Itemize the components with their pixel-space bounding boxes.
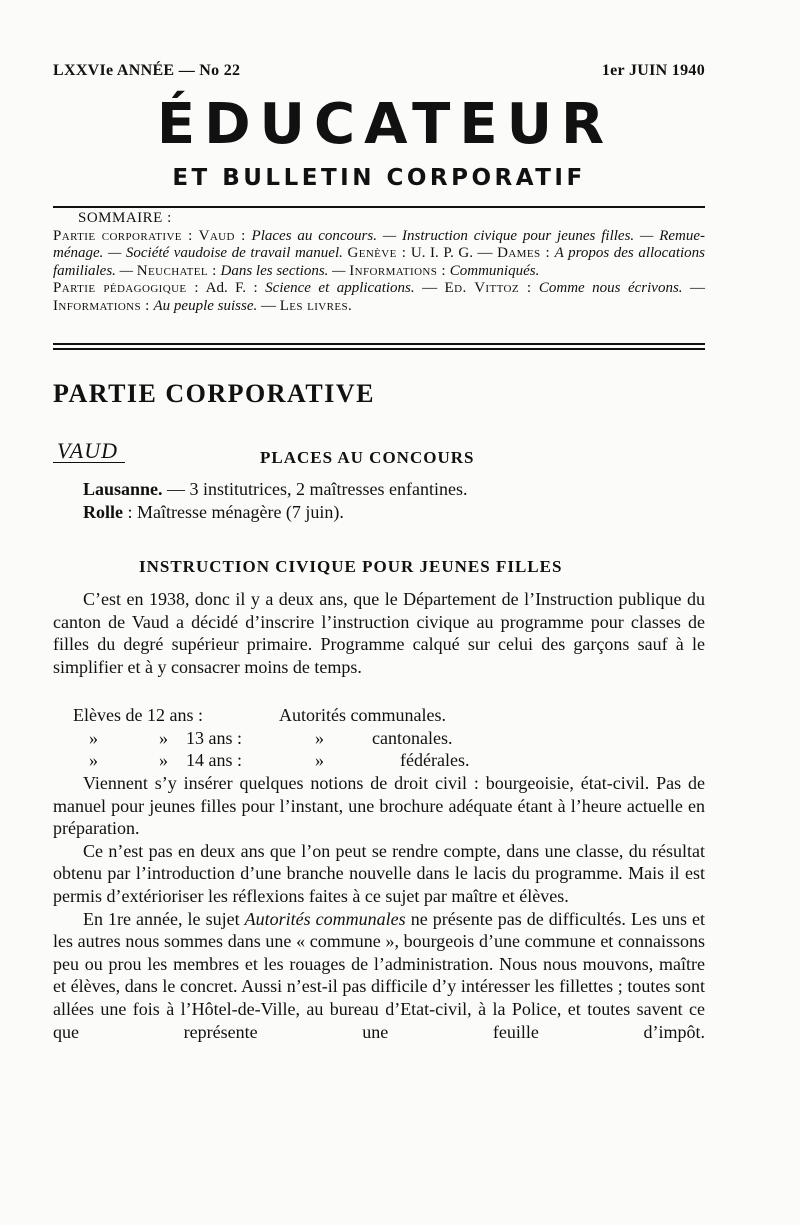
issue-header — [53, 62, 705, 84]
article-body — [53, 588, 705, 678]
journal-subtitle: ET BULLETIN CORPORATIF — [172, 165, 586, 191]
paragraph: Ce n’est pas en deux ans que l’on peut se rendre compte, dans une classe, du résultat obtenu par l’introduction d’une branche nouvelle dans le lacis du programme. Mais il est permis d’extérioriser les réflexions faites à ce sujet par maître et élèves. — [53, 840, 705, 906]
ditto-mark: » — [159, 728, 168, 748]
divider — [53, 206, 705, 208]
article-body — [53, 772, 705, 1043]
section-label: VAUD — [57, 438, 119, 463]
ditto-mark: » — [159, 750, 168, 770]
toc-corporative: Partie corporative : Vaud : Places au concours. — Instruction civique pour jeunes filles. — Remue-ménage. — Société vaudoise de travail manuel. Genève : U. I. P. G. — Dames : A propos des allocations familiales. — Neuchatel : Dans les sections. — Informations : Communiqués. — [53, 227, 706, 279]
schedule-row: Elèves de 12 ans : — [73, 705, 203, 725]
schedule-cell: Autorités communales. — [279, 705, 446, 725]
ditto-mark: » — [315, 750, 324, 770]
divider — [53, 343, 705, 345]
listing-line: Rolle : Maîtresse ménagère (7 juin). — [83, 502, 344, 522]
ditto-mark: » — [315, 728, 324, 748]
schedule-cell: fédérales. — [400, 750, 470, 770]
schedule-cell: 13 ans : — [186, 728, 242, 748]
section-heading: INSTRUCTION CIVIQUE POUR JEUNES FILLES — [139, 557, 563, 576]
paragraph: Viennent s’y insérer quelques notions de droit civil : bourgeoisie, état-civil. Pas de manuel pour jeunes filles pour l’instant, une brochure adéquate étant à l’heure actuelle en préparation. — [53, 773, 705, 839]
toc-pedagogique: Partie pédagogique : Ad. F. : Science et applications. — Ed. Vittoz : Comme nous écrivons. — Informations : Au peuple suisse. — Les livres. — [53, 280, 706, 314]
part-title: PARTIE CORPORATIVE — [53, 379, 375, 408]
table-of-contents — [53, 210, 705, 315]
schedule-cell: 14 ans : — [186, 750, 242, 770]
paragraph: C’est en 1938, donc il y a deux ans, que le Département de l’Instruction publique du canton de Vaud a décidé d’inscrire l’instruction civique au programme pour classes de filles du degré supérieur primaire. Programme calqué sur celui des garçons sauf à le simplifier et à y consacrer moins de temps. — [53, 589, 705, 677]
section-heading: PLACES AU CONCOURS — [260, 448, 475, 467]
listing-line: Lausanne. — 3 institutrices, 2 maîtresses enfantines. — [83, 479, 468, 499]
toc-title: SOMMAIRE : — [78, 210, 172, 226]
ditto-mark: » — [89, 750, 98, 770]
divider — [53, 348, 705, 350]
schedule-cell: cantonales. — [372, 728, 453, 748]
paragraph: En 1re année, le sujet Autorités communales ne présente pas de difficultés. Les uns et les autres nous sommes dans une « commune », bourgeois d’une commune et connaissons peu ou prou les membres et les rouages de l’administration. Nous nous mouvons, maître et élèves, dans le concret. Aussi n’est-il pas difficile d’y intéresser les fillettes ; toutes sont allées une fois à l’Hôtel-de-Ville, au bureau d’Etat-civil, à la Police, et toutes savent ce que représente une feuille d’impôt. — [53, 908, 706, 1042]
journal-title: ÉDUCATEUR — [156, 92, 614, 157]
ditto-mark: » — [89, 728, 98, 748]
issue-year-number: LXXVIe ANNÉE — No 22 — [53, 62, 241, 79]
issue-date: 1er JUIN 1940 — [601, 62, 705, 79]
